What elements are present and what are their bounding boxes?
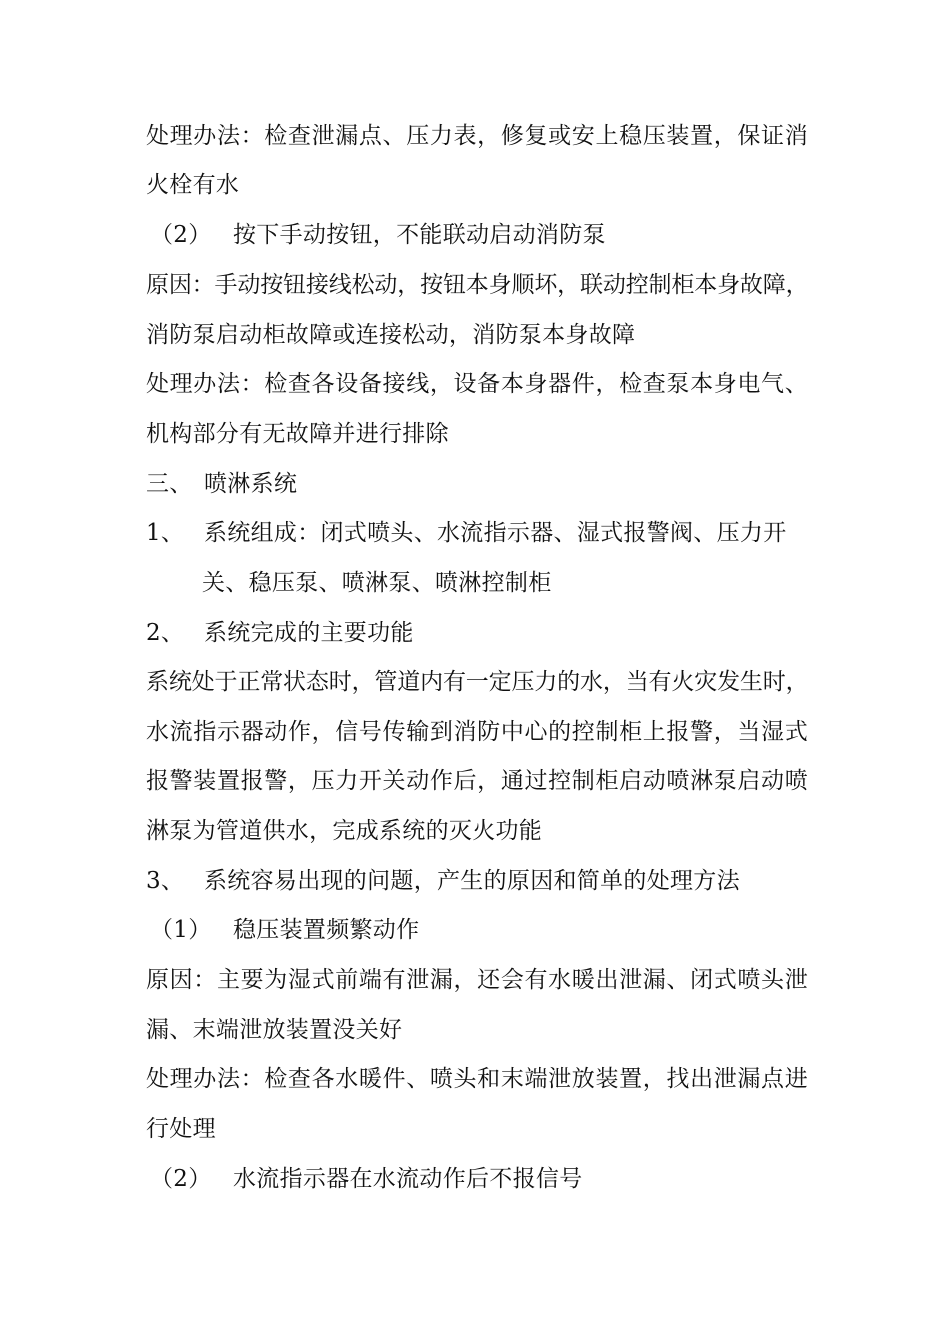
subheading-number: （1） [150, 917, 212, 943]
treatment-paragraph-1-line-1: 处理办法：检查泄漏点、压力表，修复或安上稳压装置，保证消 [146, 123, 808, 149]
treatment-paragraph-1-line-2: 火栓有水 [146, 172, 240, 198]
treatment-paragraph-3-line-2: 机构部分有无故障并进行排除 [146, 421, 449, 447]
subheading-3-2 [150, 1164, 583, 1194]
cause-paragraph-2-line-1: 原因：手动按钮接线松动，按钮本身顺坏，联动控制柜本身故障， [146, 272, 808, 298]
subheading-text: 稳压装置频繁动作 [233, 917, 420, 943]
subheading-number: （2） [150, 222, 212, 248]
list-item-2 [146, 618, 414, 648]
list-item-1-line-2: 关、稳压泵、喷淋泵、喷淋控制柜 [202, 570, 552, 596]
cause-paragraph-2-line-2: 消防泵启动柜故障或连接松动，消防泵本身故障 [146, 322, 636, 348]
list-item-text: 系统组成：闭式喷头、水流指示器、湿式报警阀、压力开 [204, 520, 787, 546]
cause-paragraph-5-line-2: 漏、末端泄放装置没关好 [146, 1017, 403, 1043]
function-paragraph-line-4: 淋泵为管道供水，完成系统的灭火功能 [146, 818, 543, 844]
list-item-number: 3、 [146, 868, 185, 894]
subheading-2-2 [150, 220, 606, 250]
treatment-paragraph-6-line-1: 处理办法：检查各水暖件、喷头和末端泄放装置，找出泄漏点进 [146, 1066, 808, 1092]
treatment-paragraph-3-line-1: 处理办法：检查各设备接线，设备本身器件，检查泵本身电气、 [146, 371, 808, 397]
subheading-3-1 [150, 915, 419, 945]
section-heading-3 [146, 469, 297, 499]
function-paragraph-line-2: 水流指示器动作，信号传输到消防中心的控制柜上报警，当湿式 [146, 719, 808, 745]
function-paragraph-line-1: 系统处于正常状态时，管道内有一定压力的水，当有火灾发生时， [146, 669, 808, 695]
list-item-3 [146, 866, 740, 896]
list-item-number: 2、 [146, 620, 185, 646]
function-paragraph-line-3: 报警装置报警，压力开关动作后，通过控制柜启动喷淋泵启动喷 [146, 768, 808, 794]
subheading-number: （2） [150, 1166, 212, 1192]
cause-paragraph-5-line-1: 原因：主要为湿式前端有泄漏，还会有水暖出泄漏、闭式喷头泄 [146, 967, 808, 993]
list-item-1-line-1 [146, 518, 808, 548]
list-item-text: 系统完成的主要功能 [204, 620, 414, 646]
list-item-number: 1、 [146, 520, 185, 546]
subheading-text: 水流指示器在水流动作后不报信号 [233, 1166, 583, 1192]
section-number: 三、 [146, 471, 193, 497]
treatment-paragraph-6-line-2: 行处理 [146, 1116, 216, 1142]
subheading-text: 按下手动按钮，不能联动启动消防泵 [233, 222, 606, 248]
section-title: 喷淋系统 [204, 471, 298, 497]
list-item-text: 系统容易出现的问题，产生的原因和简单的处理方法 [204, 868, 740, 894]
